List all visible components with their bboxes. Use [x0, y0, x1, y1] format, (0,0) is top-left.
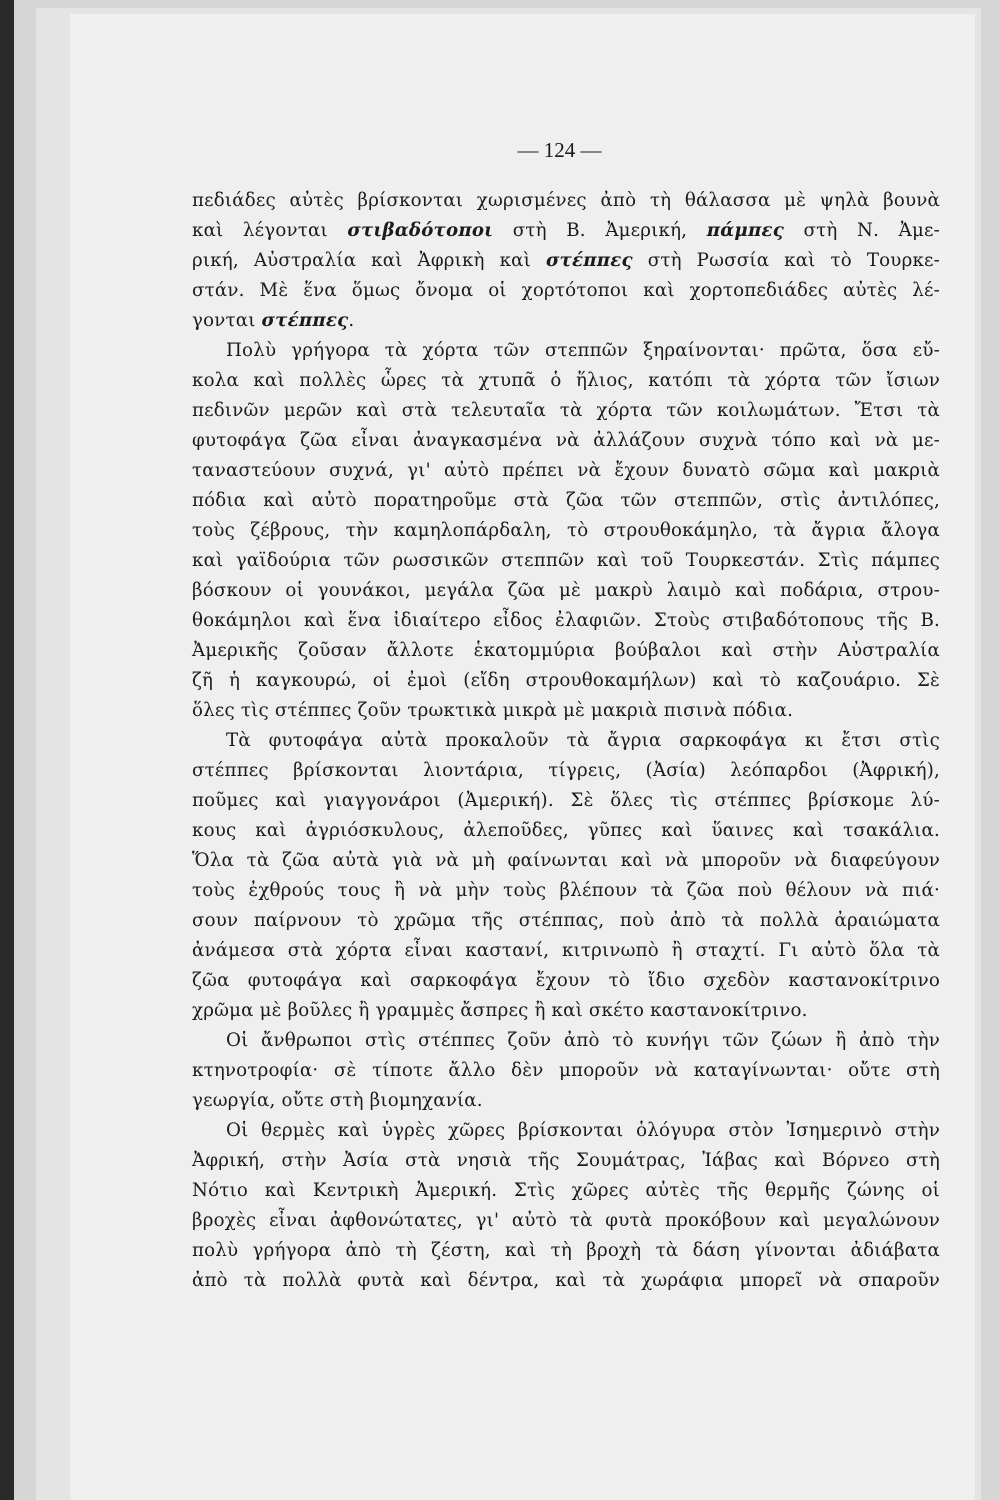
text-line: γεωργία, οὔτε στὴ βιομηχανία.: [192, 1090, 483, 1111]
text-line: τοὺς ζέβρους, τὴν καμηλοπάρδαλη, τὸ στρουθοκάμηλο, τὰ ἄγρια ἄλογα: [192, 520, 940, 541]
text-line: [192, 216, 940, 246]
text-line: ἀπὸ τὰ πολλὰ φυτὰ καὶ δέντρα, καὶ τὰ χωράφια μπορεῖ νὰ σπαροῦν: [192, 1270, 940, 1291]
text-line: καὶ γαϊδούρια τῶν ρωσσικῶν στεππῶν καὶ τοῦ Τουρκεστάν. Στὶς πάμπες: [192, 550, 940, 571]
text-line: πεδιάδες αὐτὲς βρίσκονται χωρισμένες ἀπὸ τὴ θάλασσα μὲ ψηλὰ βουνὰ: [192, 190, 940, 211]
text-line: Ὅλα τὰ ζῶα αὐτὰ γιὰ νὰ μὴ φαίνωνται καὶ νὰ μποροῦν νὰ διαφεύγουν: [192, 850, 940, 871]
paragraph: [192, 1116, 940, 1296]
text-line: ζῶα φυτοφάγα καὶ σαρκοφάγα ἔχουν τὸ ἴδιο σχεδὸν καστανοκίτρινο: [192, 970, 940, 991]
text-line: Πολὺ γρήγορα τὰ χόρτα τῶν στεππῶν ξηραίνονται· πρῶτα, ὅσα εὔ-: [226, 340, 940, 361]
paragraph: [192, 726, 940, 1026]
text-line: Ἀμερικῆς ζοῦσαν ἄλλοτε ἑκατομμύρια βούβαλοι καὶ στὴν Αὐστραλία: [192, 640, 940, 661]
text-line-content: ρική, Αὐστραλία καὶ Ἀφρικὴ καὶ στέππες στὴ Ρωσσία καὶ τὸ Τουρκε-: [192, 250, 940, 271]
text-line: τοὺς ἐχθρούς τους ἢ νὰ μὴν τοὺς βλέπουν τὰ ζῶα ποὺ θέλουν νὰ πιά·: [192, 880, 940, 901]
text-line: φυτοφάγα ζῶα εἶναι ἀναγκασμένα νὰ ἀλλάζουν συχνὰ τόπο καὶ νὰ με-: [192, 430, 940, 451]
text-line: κους καὶ ἀγριόσκυλους, ἀλεποῦδες, γῦπες καὶ ὕαινες καὶ τσακάλια.: [192, 820, 940, 841]
text-line: βόσκουν οἱ γουνάκοι, μεγάλα ζῶα μὲ μακρὺ λαιμὸ καὶ ποδάρια, στρου-: [192, 580, 940, 601]
body-text: [192, 186, 940, 1296]
text-line: ποῦμες καὶ γιαγγονάροι (Ἀμερική). Σὲ ὅλες τὶς στέππες βρίσκομε λύ-: [192, 790, 940, 811]
paragraph: [192, 186, 940, 336]
paragraph: [192, 336, 940, 726]
text-line: Νότιο καὶ Κεντρικὴ Ἀμερική. Στὶς χῶρες αὐτὲς τῆς θερμῆς ζώνης οἱ: [192, 1180, 940, 1201]
text-line: πεδινῶν μερῶν καὶ στὰ τελευταῖα τὰ χόρτα τῶν κοιλωμάτων. Ἔτσι τὰ: [192, 400, 940, 421]
emphasized-term: στέππες: [545, 250, 633, 271]
text-line: στάν. Μὲ ἕνα ὅμως ὄνομα οἱ χορτότοποι καὶ χορτοπεδιάδες αὐτὲς λέ-: [192, 280, 940, 301]
text-line: βροχὲς εἶναι ἀφθονώτατες, γι' αὐτὸ τὰ φυτὰ προκόβουν καὶ μεγαλώνουν: [192, 1210, 940, 1231]
page-number: — 124 —: [517, 138, 602, 162]
text-line: σουν παίρνουν τὸ χρῶμα τῆς στέππας, ποὺ ἀπὸ τὰ πολλὰ ἀραιώματα: [192, 910, 940, 931]
text-line: ὅλες τὶς στέππες ζοῦν τρωκτικὰ μικρὰ μὲ μακριὰ πισινὰ πόδια.: [192, 700, 794, 721]
paragraph: [192, 1026, 940, 1116]
text-line: Οἱ θερμὲς καὶ ὑγρὲς χῶρες βρίσκονται ὁλόγυρα στὸν Ἰσημερινὸ στὴν: [226, 1120, 940, 1141]
text-line: θοκάμηλοι καὶ ἕνα ἰδιαίτερο εἶδος ἐλαφιῶν. Στοὺς στιβαδότοπους τῆς Β.: [192, 610, 940, 631]
text-line: [192, 246, 940, 276]
emphasized-term: στέππες: [261, 310, 349, 331]
text-line-content: καὶ λέγονται στιβαδότοποι στὴ Β. Ἀμερική, πάμπες στὴ Ν. Ἀμε-: [192, 220, 941, 241]
text-line: στέππες βρίσκονται λιοντάρια, τίγρεις, (Ἀσία) λεόπαρδοι (Ἀφρική),: [192, 760, 940, 781]
emphasized-term: πάμπες: [706, 220, 784, 241]
text-line: πολὺ γρήγορα ἀπὸ τὴ ζέστη, καὶ τὴ βροχὴ τὰ δάση γίνονται ἀδιάβατα: [192, 1240, 940, 1261]
text-line: ζῆ ἡ καγκουρώ, οἱ ἐμοὶ (εἴδη στρουθοκαμήλων) καὶ τὸ καζουάριο. Σὲ: [192, 670, 940, 691]
text-line: κτηνοτροφία· σὲ τίποτε ἄλλο δὲν μποροῦν νὰ καταγίνωνται· οὔτε στὴ: [192, 1060, 940, 1081]
emphasized-term: στιβαδότοποι: [347, 220, 494, 241]
text-line: κολα καὶ πολλὲς ὧρες τὰ χτυπᾶ ὁ ἥλιος, κατόπι τὰ χόρτα τῶν ἴσιων: [192, 370, 940, 391]
text-line: Ἀφρική, στὴν Ἀσία στὰ νησιὰ τῆς Σουμάτρας, Ἰάβας καὶ Βόρνεο στὴ: [192, 1150, 940, 1171]
text-line: χρῶμα μὲ βοῦλες ἢ γραμμὲς ἄσπρες ἢ καὶ σκέτο καστανοκίτρινο.: [192, 1000, 808, 1021]
text-line: ἀνάμεσα στὰ χόρτα εἶναι καστανί, κιτρινωπὸ ἢ σταχτί. Γι αὐτὸ ὅλα τὰ: [192, 940, 940, 961]
text-line: Οἱ ἄνθρωποι στὶς στέππες ζοῦν ἀπὸ τὸ κυνήγι τῶν ζώων ἢ ἀπὸ τὴν: [226, 1030, 940, 1051]
text-line: πόδια καὶ αὐτὸ πορατηροῦμε στὰ ζῶα τῶν στεππῶν, στὶς ἀντιλόπες,: [192, 490, 940, 511]
text-line: Τὰ φυτοφάγα αὐτὰ προκαλοῦν τὰ ἄγρια σαρκοφάγα κι ἔτσι στὶς: [226, 730, 940, 751]
text-line: γονται στέππες.: [192, 310, 355, 331]
text-line: ταναστεύουν συχνά, γι' αὐτὸ πρέπει νὰ ἔχουν δυνατὸ σῶμα καὶ μακριὰ: [192, 460, 940, 481]
